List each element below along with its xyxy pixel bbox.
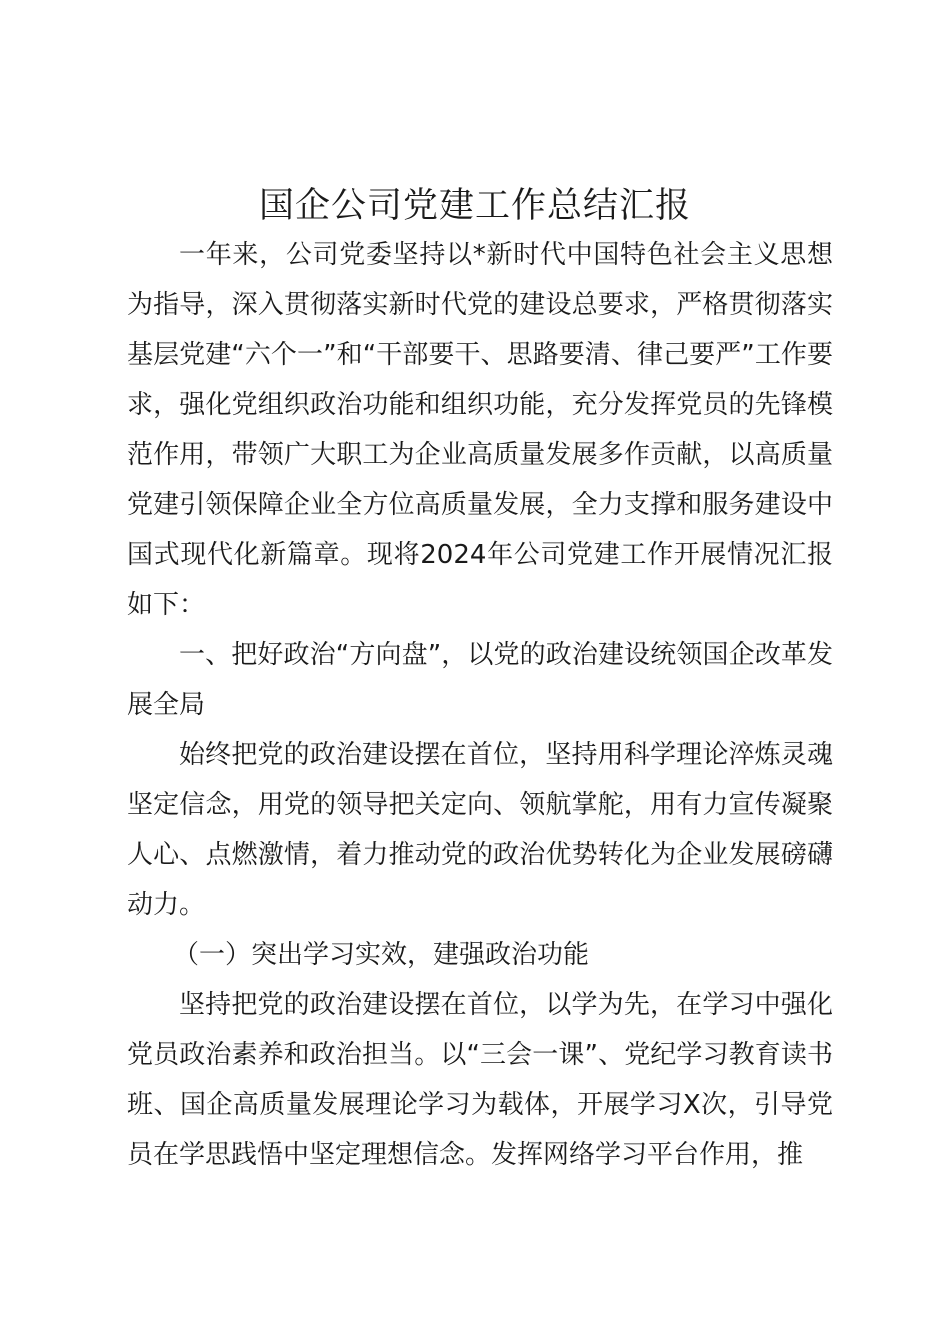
intro-paragraph: 一年来，公司党委坚持以*新时代中国特色社会主义思想为指导，深入贯彻落实新时代党的建设总要求，严格贯彻落实基层党建“六个一”和“干部要干、思路要清、律己要严”工作要求，强化党组织政治功能和组织功能，充分发挥党员的先锋模范作用，带领广大职工为企业高质量发展多作贡献，以高质量党建引领保障企业全方位高质量发展，全力支撑和服务建设中国式现代化新篇章。现将2024年公司党建工作开展情况汇报如下：: [127, 240, 833, 620]
section-1-paragraph: 始终把党的政治建设摆在首位，坚持用科学理论淬炼灵魂坚定信念，用党的领导把关定向、领航掌舵，用有力宣传凝聚人心、点燃激情，着力推动党的政治优势转化为企业发展磅礴动力。: [127, 740, 833, 920]
subsection-1-paragraph: 坚持把党的政治建设摆在首位，以学为先，在学习中强化党员政治素养和政治担当。以“三会一课”、党纪学习教育读书班、国企高质量发展理论学习为载体，开展学习X次，引导党员在学思践悟中坚定理想信念。发挥网络学习平台作用，推: [127, 990, 833, 1170]
section-heading-1: 一、把好政治“方向盘”，以党的政治建设统领国企改革发展全局: [127, 640, 833, 720]
subsection-heading-1: （一）突出学习实效，建强政治功能: [173, 940, 590, 970]
document-title: 国企公司党建工作总结汇报: [258, 186, 691, 226]
document-body: [127, 230, 833, 1180]
